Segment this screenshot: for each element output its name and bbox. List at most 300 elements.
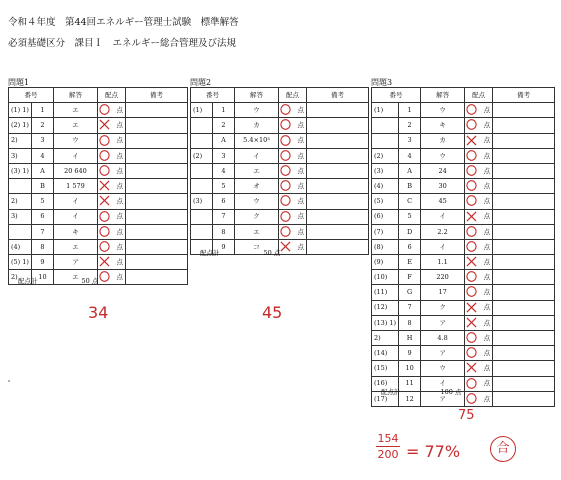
points-cell (97, 270, 125, 285)
remarks-cell (493, 239, 555, 254)
points-total (200, 248, 280, 257)
remarks-cell (493, 209, 555, 224)
correct-circle-icon (280, 195, 291, 206)
wrong-cross-icon (466, 211, 477, 222)
correct-circle-icon (466, 180, 477, 191)
correct-circle-icon (466, 332, 477, 343)
points-total-label: 配点計 (18, 277, 38, 285)
header-points: 配点 (97, 88, 125, 103)
question-number: (5) 1) (9, 255, 32, 270)
remarks-cell (493, 376, 555, 391)
blank-id: 8 (213, 224, 235, 239)
handwritten-score: 34 (88, 303, 109, 322)
points-cell (97, 224, 125, 239)
point-unit: 点 (297, 227, 304, 236)
table-row (9, 118, 188, 133)
answer-value: キ (421, 118, 465, 133)
points-cell (97, 103, 125, 118)
question-number: (12) (372, 300, 399, 315)
points-cell (465, 270, 493, 285)
question-number: (3) (372, 163, 399, 178)
points-total-value: 50 点 (81, 277, 99, 285)
table-row (9, 179, 188, 194)
blank-id: A (31, 163, 53, 178)
blank-id: E (399, 255, 421, 270)
question-number: 2) (9, 133, 32, 148)
points-cell (279, 163, 307, 178)
question-number: (10) (372, 270, 399, 285)
handwritten-score: 75 (458, 408, 475, 423)
points-cell (465, 346, 493, 361)
table-row (372, 331, 555, 346)
point-unit: 点 (483, 349, 491, 358)
remarks-cell (125, 194, 187, 209)
answer-value: エ (235, 163, 279, 178)
question-number: (17) (372, 391, 399, 406)
remarks-cell (493, 361, 555, 376)
point-unit: 点 (483, 166, 491, 175)
table-row (372, 346, 555, 361)
correct-circle-icon (466, 195, 477, 206)
points-cell (279, 194, 307, 209)
question-number: (3) (191, 194, 213, 209)
table-row (191, 163, 369, 178)
remarks-cell (493, 148, 555, 163)
table-header-row (372, 88, 555, 103)
blank-id: 9 (399, 346, 421, 361)
answer-value: 220 (421, 270, 465, 285)
question-number: (14) (372, 346, 399, 361)
remarks-cell (493, 346, 555, 361)
table-row (372, 270, 555, 285)
final-fraction (376, 432, 400, 461)
answer-value: カ (421, 133, 465, 148)
point-unit: 点 (116, 136, 123, 145)
remarks-cell (307, 179, 369, 194)
blank-id: C (399, 194, 421, 209)
table-row (191, 179, 369, 194)
points-cell (97, 133, 125, 148)
question-number (191, 224, 213, 239)
point-unit: 点 (116, 197, 123, 206)
table-row (191, 133, 369, 148)
point-unit: 点 (116, 227, 123, 236)
answer-value: 5.4×10³ (235, 133, 279, 148)
header-number: 番号 (372, 88, 421, 103)
points-cell (465, 376, 493, 391)
point-unit: 点 (297, 242, 304, 251)
remarks-cell (493, 103, 555, 118)
correct-circle-icon (280, 104, 291, 115)
question-number: 3) (9, 148, 32, 163)
header-answer: 解答 (421, 88, 465, 103)
blank-id: F (399, 270, 421, 285)
blank-id: 11 (399, 376, 421, 391)
answer-value: 1.1 (421, 255, 465, 270)
points-cell (465, 133, 493, 148)
blank-id: 6 (399, 239, 421, 254)
blank-id: 7 (213, 209, 235, 224)
correct-circle-icon (280, 119, 291, 130)
point-unit: 点 (116, 151, 123, 160)
remarks-cell (493, 331, 555, 346)
answer-value: ク (235, 209, 279, 224)
correct-circle-icon (466, 286, 477, 297)
answer-value: イ (421, 209, 465, 224)
wrong-cross-icon (466, 135, 477, 146)
answer-value: 24 (421, 163, 465, 178)
point-unit: 点 (297, 166, 304, 175)
point-unit: 点 (297, 197, 304, 206)
points-cell (465, 255, 493, 270)
table-row (9, 133, 188, 148)
correct-circle-icon (280, 211, 291, 222)
wrong-cross-icon (280, 241, 291, 252)
point-unit: 点 (116, 166, 123, 175)
question-number: 3) (9, 209, 32, 224)
header-points: 配点 (465, 88, 493, 103)
point-unit: 点 (116, 242, 123, 251)
remarks-cell (125, 209, 187, 224)
point-unit: 点 (483, 318, 491, 327)
question-number: 2) (9, 270, 32, 285)
question-number: (4) (9, 239, 32, 254)
table-row (372, 179, 555, 194)
header-number: 番号 (191, 88, 235, 103)
points-cell (279, 224, 307, 239)
question-number (372, 133, 399, 148)
remarks-cell (307, 148, 369, 163)
points-cell (97, 179, 125, 194)
answer-value: 17 (421, 285, 465, 300)
points-cell (465, 224, 493, 239)
blank-id: 5 (399, 209, 421, 224)
question-number (191, 163, 213, 178)
point-unit: 点 (116, 121, 123, 130)
blank-id: 4 (31, 148, 53, 163)
point-unit: 点 (297, 121, 304, 130)
correct-circle-icon (280, 180, 291, 191)
blank-id: 8 (399, 315, 421, 330)
answer-value: 1 579 (53, 179, 97, 194)
correct-circle-icon (99, 150, 110, 161)
answer-value: 4.8 (421, 331, 465, 346)
question-number (191, 179, 213, 194)
correct-circle-icon (466, 393, 477, 404)
question-number: (1) 1) (9, 103, 32, 118)
blank-id: 6 (31, 209, 53, 224)
table-row (372, 148, 555, 163)
answer-value: オ (235, 179, 279, 194)
blank-id: B (399, 179, 421, 194)
point-unit: 点 (297, 151, 304, 160)
answer-value: イ (53, 209, 97, 224)
table-row (191, 148, 369, 163)
answer-value: ア (421, 346, 465, 361)
points-cell (97, 118, 125, 133)
header-answer: 解答 (53, 88, 97, 103)
remarks-cell (125, 179, 187, 194)
points-total-value: 50 点 (263, 249, 281, 257)
remarks-cell (125, 103, 187, 118)
answer-value: カ (235, 118, 279, 133)
page-title: 令和４年度 第44回エネルギー管理士試験 標準解答 (8, 17, 239, 28)
answer-value: イ (235, 148, 279, 163)
blank-id: 5 (31, 194, 53, 209)
points-cell (465, 163, 493, 178)
remarks-cell (493, 224, 555, 239)
question-number: (5) (372, 194, 399, 209)
point-unit: 点 (483, 303, 491, 312)
remarks-cell (493, 391, 555, 406)
correct-circle-icon (280, 226, 291, 237)
point-unit: 点 (483, 394, 491, 403)
remarks-cell (125, 148, 187, 163)
remarks-cell (125, 224, 187, 239)
table-header-row (9, 88, 188, 103)
answer-value: 45 (421, 194, 465, 209)
answer-value: ウ (235, 103, 279, 118)
point-unit: 点 (297, 106, 304, 115)
answer-table (371, 87, 555, 407)
pass-mark: 合 (496, 441, 510, 456)
wrong-cross-icon (466, 256, 477, 267)
table-row (372, 194, 555, 209)
blank-id: 3 (213, 148, 235, 163)
question-number: (16) (372, 376, 399, 391)
point-unit: 点 (483, 181, 491, 190)
blank-id: 2 (213, 118, 235, 133)
point-unit: 点 (297, 181, 304, 190)
point-unit: 点 (483, 106, 491, 115)
table-row (372, 315, 555, 330)
point-unit: 点 (116, 106, 123, 115)
final-percentage: = 77% (406, 442, 461, 461)
answer-table (8, 87, 188, 285)
remarks-cell (125, 239, 187, 254)
table-row (372, 209, 555, 224)
final-numerator: 154 (377, 432, 399, 445)
table-row (372, 103, 555, 118)
remarks-cell (493, 255, 555, 270)
blank-id: 4 (213, 163, 235, 178)
question-number (191, 133, 213, 148)
remarks-cell (493, 315, 555, 330)
blank-id: 1 (399, 103, 421, 118)
question-number: (2) (372, 148, 399, 163)
table-row (372, 285, 555, 300)
points-cell (465, 148, 493, 163)
blank-id: B (31, 179, 53, 194)
question-number (372, 118, 399, 133)
point-unit: 点 (483, 242, 491, 251)
remarks-cell (125, 270, 187, 285)
wrong-cross-icon (99, 195, 110, 206)
points-total-label: 配点計 (200, 249, 220, 257)
question-number: (7) (372, 224, 399, 239)
table-row (372, 300, 555, 315)
remarks-cell (307, 194, 369, 209)
blank-id: 9 (213, 239, 235, 254)
points-cell (465, 209, 493, 224)
question-number: (1) (372, 103, 399, 118)
points-total (18, 276, 98, 285)
question-number: (1) (191, 103, 213, 118)
remarks-cell (307, 118, 369, 133)
correct-circle-icon (280, 150, 291, 161)
table-row (9, 194, 188, 209)
blank-id: 3 (31, 133, 53, 148)
fraction-bar (376, 446, 400, 447)
correct-circle-icon (466, 150, 477, 161)
answer-value: ウ (53, 133, 97, 148)
pass-stamp (490, 436, 516, 462)
table-row (9, 239, 188, 254)
blank-id: H (399, 331, 421, 346)
wrong-cross-icon (99, 256, 110, 267)
answer-value: イ (53, 148, 97, 163)
table-row (372, 163, 555, 178)
remarks-cell (307, 103, 369, 118)
point-unit: 点 (483, 197, 491, 206)
correct-circle-icon (466, 119, 477, 130)
point-unit: 点 (483, 379, 491, 388)
remarks-cell (493, 300, 555, 315)
correct-circle-icon (466, 378, 477, 389)
point-unit: 点 (483, 227, 491, 236)
point-unit: 点 (116, 181, 123, 190)
point-unit: 点 (483, 212, 491, 221)
points-cell (465, 331, 493, 346)
remarks-cell (493, 285, 555, 300)
table-header-row (191, 88, 369, 103)
question-number (9, 179, 32, 194)
blank-id: 5 (213, 179, 235, 194)
table-row (372, 239, 555, 254)
answer-value: ウ (421, 148, 465, 163)
answer-value: イ (53, 194, 97, 209)
answer-value: エ (53, 270, 97, 285)
question-number: (13) 1) (372, 315, 399, 330)
answer-value: 2.2 (421, 224, 465, 239)
points-cell (279, 118, 307, 133)
blank-id: A (399, 163, 421, 178)
answer-value: コ (235, 239, 279, 254)
question-number: (2) (191, 148, 213, 163)
point-unit: 点 (483, 273, 491, 282)
answer-value: ア (53, 255, 97, 270)
header-remarks: 備考 (307, 88, 369, 103)
points-cell (97, 255, 125, 270)
remarks-cell (493, 179, 555, 194)
table-row (9, 224, 188, 239)
question-number: (2) 1) (9, 118, 32, 133)
table-row (9, 163, 188, 178)
answer-value: ウ (235, 194, 279, 209)
answer-value: エ (53, 239, 97, 254)
points-cell (465, 300, 493, 315)
final-denominator: 200 (377, 448, 399, 461)
points-cell (465, 118, 493, 133)
header-answer: 解答 (235, 88, 279, 103)
blank-id: 1 (213, 103, 235, 118)
points-cell (465, 285, 493, 300)
points-cell (465, 315, 493, 330)
problem-label: 問題2 (190, 78, 212, 87)
points-cell (97, 194, 125, 209)
answer-table (190, 87, 369, 255)
blank-id: 8 (31, 239, 53, 254)
blank-id: 2 (399, 118, 421, 133)
points-total (381, 387, 461, 396)
point-unit: 点 (483, 364, 491, 373)
blank-id: G (399, 285, 421, 300)
answer-value: エ (53, 118, 97, 133)
problem-label: 問題1 (8, 78, 30, 87)
problem-label: 問題3 (371, 78, 393, 87)
wrong-cross-icon (466, 302, 477, 313)
table-row (372, 255, 555, 270)
table-row (191, 209, 369, 224)
correct-circle-icon (466, 347, 477, 358)
blank-id: 10 (31, 270, 53, 285)
question-number (191, 209, 213, 224)
remarks-cell (125, 163, 187, 178)
correct-circle-icon (466, 226, 477, 237)
point-unit: 点 (116, 257, 123, 266)
points-cell (465, 239, 493, 254)
point-unit: 点 (483, 121, 491, 130)
point-unit: 点 (116, 212, 123, 221)
wrong-cross-icon (466, 317, 477, 328)
correct-circle-icon (99, 271, 110, 282)
table-row (191, 224, 369, 239)
wrong-cross-icon (99, 119, 110, 130)
table-row (372, 361, 555, 376)
table-row (9, 209, 188, 224)
point-unit: 点 (297, 212, 304, 221)
points-cell (279, 209, 307, 224)
correct-circle-icon (280, 165, 291, 176)
blank-id: D (399, 224, 421, 239)
blank-id: 7 (399, 300, 421, 315)
points-cell (465, 103, 493, 118)
question-number (191, 118, 213, 133)
blank-id: 6 (213, 194, 235, 209)
header-remarks: 備考 (493, 88, 555, 103)
points-cell (97, 209, 125, 224)
remarks-cell (307, 163, 369, 178)
table-row (372, 224, 555, 239)
answer-value: キ (53, 224, 97, 239)
correct-circle-icon (280, 135, 291, 146)
answer-value: イ (421, 239, 465, 254)
blank-id: A (213, 133, 235, 148)
header-remarks: 備考 (125, 88, 187, 103)
table-row (191, 103, 369, 118)
table-row (191, 118, 369, 133)
correct-circle-icon (466, 165, 477, 176)
point-unit: 点 (483, 151, 491, 160)
points-cell (97, 239, 125, 254)
points-cell (97, 163, 125, 178)
page-subtitle: 必須基礎区分 課目Ｉ エネルギー総合管理及び法規 (8, 38, 237, 49)
remarks-cell (493, 194, 555, 209)
question-number: (6) (372, 209, 399, 224)
question-number: (3) 1) (9, 163, 32, 178)
point-unit: 点 (483, 333, 491, 342)
table-row (9, 103, 188, 118)
